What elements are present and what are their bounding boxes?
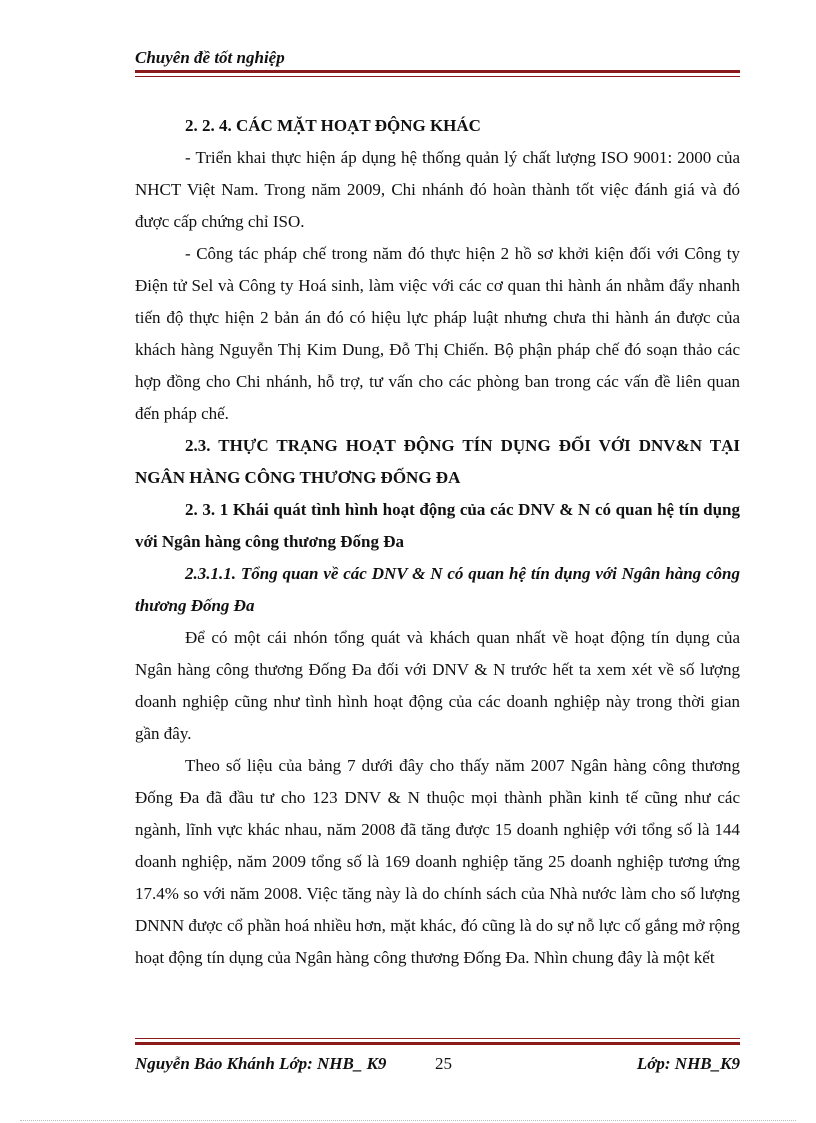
footer-author: Nguyễn Bảo Khánh Lớp: NHB_ K9 <box>135 1054 387 1073</box>
footer-rule-thin <box>135 1038 740 1039</box>
section-heading-2-3: 2.3. THỰC TRẠNG HOẠT ĐỘNG TÍN DỤNG ĐỐI VỚI DNV&N TẠI NGÂN HÀNG CÔNG THƯƠNG ĐỐNG ĐA <box>135 436 740 487</box>
page-body <box>135 110 740 974</box>
header-rule-thin <box>135 76 740 77</box>
section-heading-2-3-1-1: 2.3.1.1. Tổng quan về các DNV & N có quan hệ tín dụng với Ngân hàng công thương Đống Đa <box>135 564 740 615</box>
paragraph-legal: - Công tác pháp chế trong năm đó thực hiện 2 hồ sơ khởi kiện đối với Công ty Điện tử Sel và Công ty Hoá sinh, làm việc với các cơ quan thi hành án nhằm đẩy nhanh tiến độ thực hiện 2 bản án đó có hiệu lực pháp luật nhưng chưa thi hành án được của khách hàng Nguyễn Thị Kim Dung, Đỗ Thị Chiến. Bộ phận pháp chế đó soạn thảo các hợp đồng cho Chi nhánh, hỗ trợ, tư vấn cho các phòng ban trong các vấn đề liên quan đến pháp chế. <box>135 244 740 423</box>
header-rule-thick <box>135 70 740 73</box>
footer-rule-thick <box>135 1042 740 1045</box>
section-heading-2-3-1: 2. 3. 1 Khái quát tình hình hoạt động của các DNV & N có quan hệ tín dụng với Ngân hàng công thương Đống Đa <box>135 500 740 551</box>
paragraph-statistics: Theo số liệu của bảng 7 dưới đây cho thấy năm 2007 Ngân hàng công thương Đống Đa đã đầu tư cho 123 DNV & N thuộc mọi thành phần kinh tế cũng như các ngành, lĩnh vực khác nhau, năm 2008 đã tăng được 15 doanh nghiệp với tổng số là 144 doanh nghiệp, năm 2009 tổng số là 169 doanh nghiệp tăng 25 doanh nghiệp tương ứng 17.4% so với năm 2008. Việc tăng này là do chính sách của Nhà nước làm cho số lượng DNNN được cổ phần hoá nhiều hơn, mặt khác, đó cũng là do sự nỗ lực cố gắng mở rộng hoạt động tín dụng của Ngân hàng công thương Đống Đa. Nhìn chung đây là một kết <box>135 756 740 967</box>
document-header-title: Chuyên đề tốt nghiệp <box>135 48 285 67</box>
document-footer <box>135 1054 740 1074</box>
page-bottom-border <box>20 1120 796 1121</box>
paragraph-iso: - Triển khai thực hiện áp dụng hệ thống quản lý chất lượng ISO 9001: 2000 của NHCT Việt Nam. Trong năm 2009, Chi nhánh đó hoàn thành tốt việc đánh giá và đó được cấp chứng chỉ ISO. <box>135 148 740 231</box>
section-heading-2-2-4: 2. 2. 4. CÁC MẶT HOẠT ĐỘNG KHÁC <box>185 116 481 135</box>
paragraph-overview: Để có một cái nhón tổng quát và khách quan nhất về hoạt động tín dụng của Ngân hàng công thương Đống Đa đối với DNV & N trước hết ta xem xét về số lượng doanh nghiệp cũng như tình hình hoạt động của các doanh nghiệp này trong thời gian gần đây. <box>135 628 740 743</box>
page-number: 25 <box>435 1054 452 1073</box>
footer-class: Lớp: NHB_K9 <box>636 1054 740 1073</box>
